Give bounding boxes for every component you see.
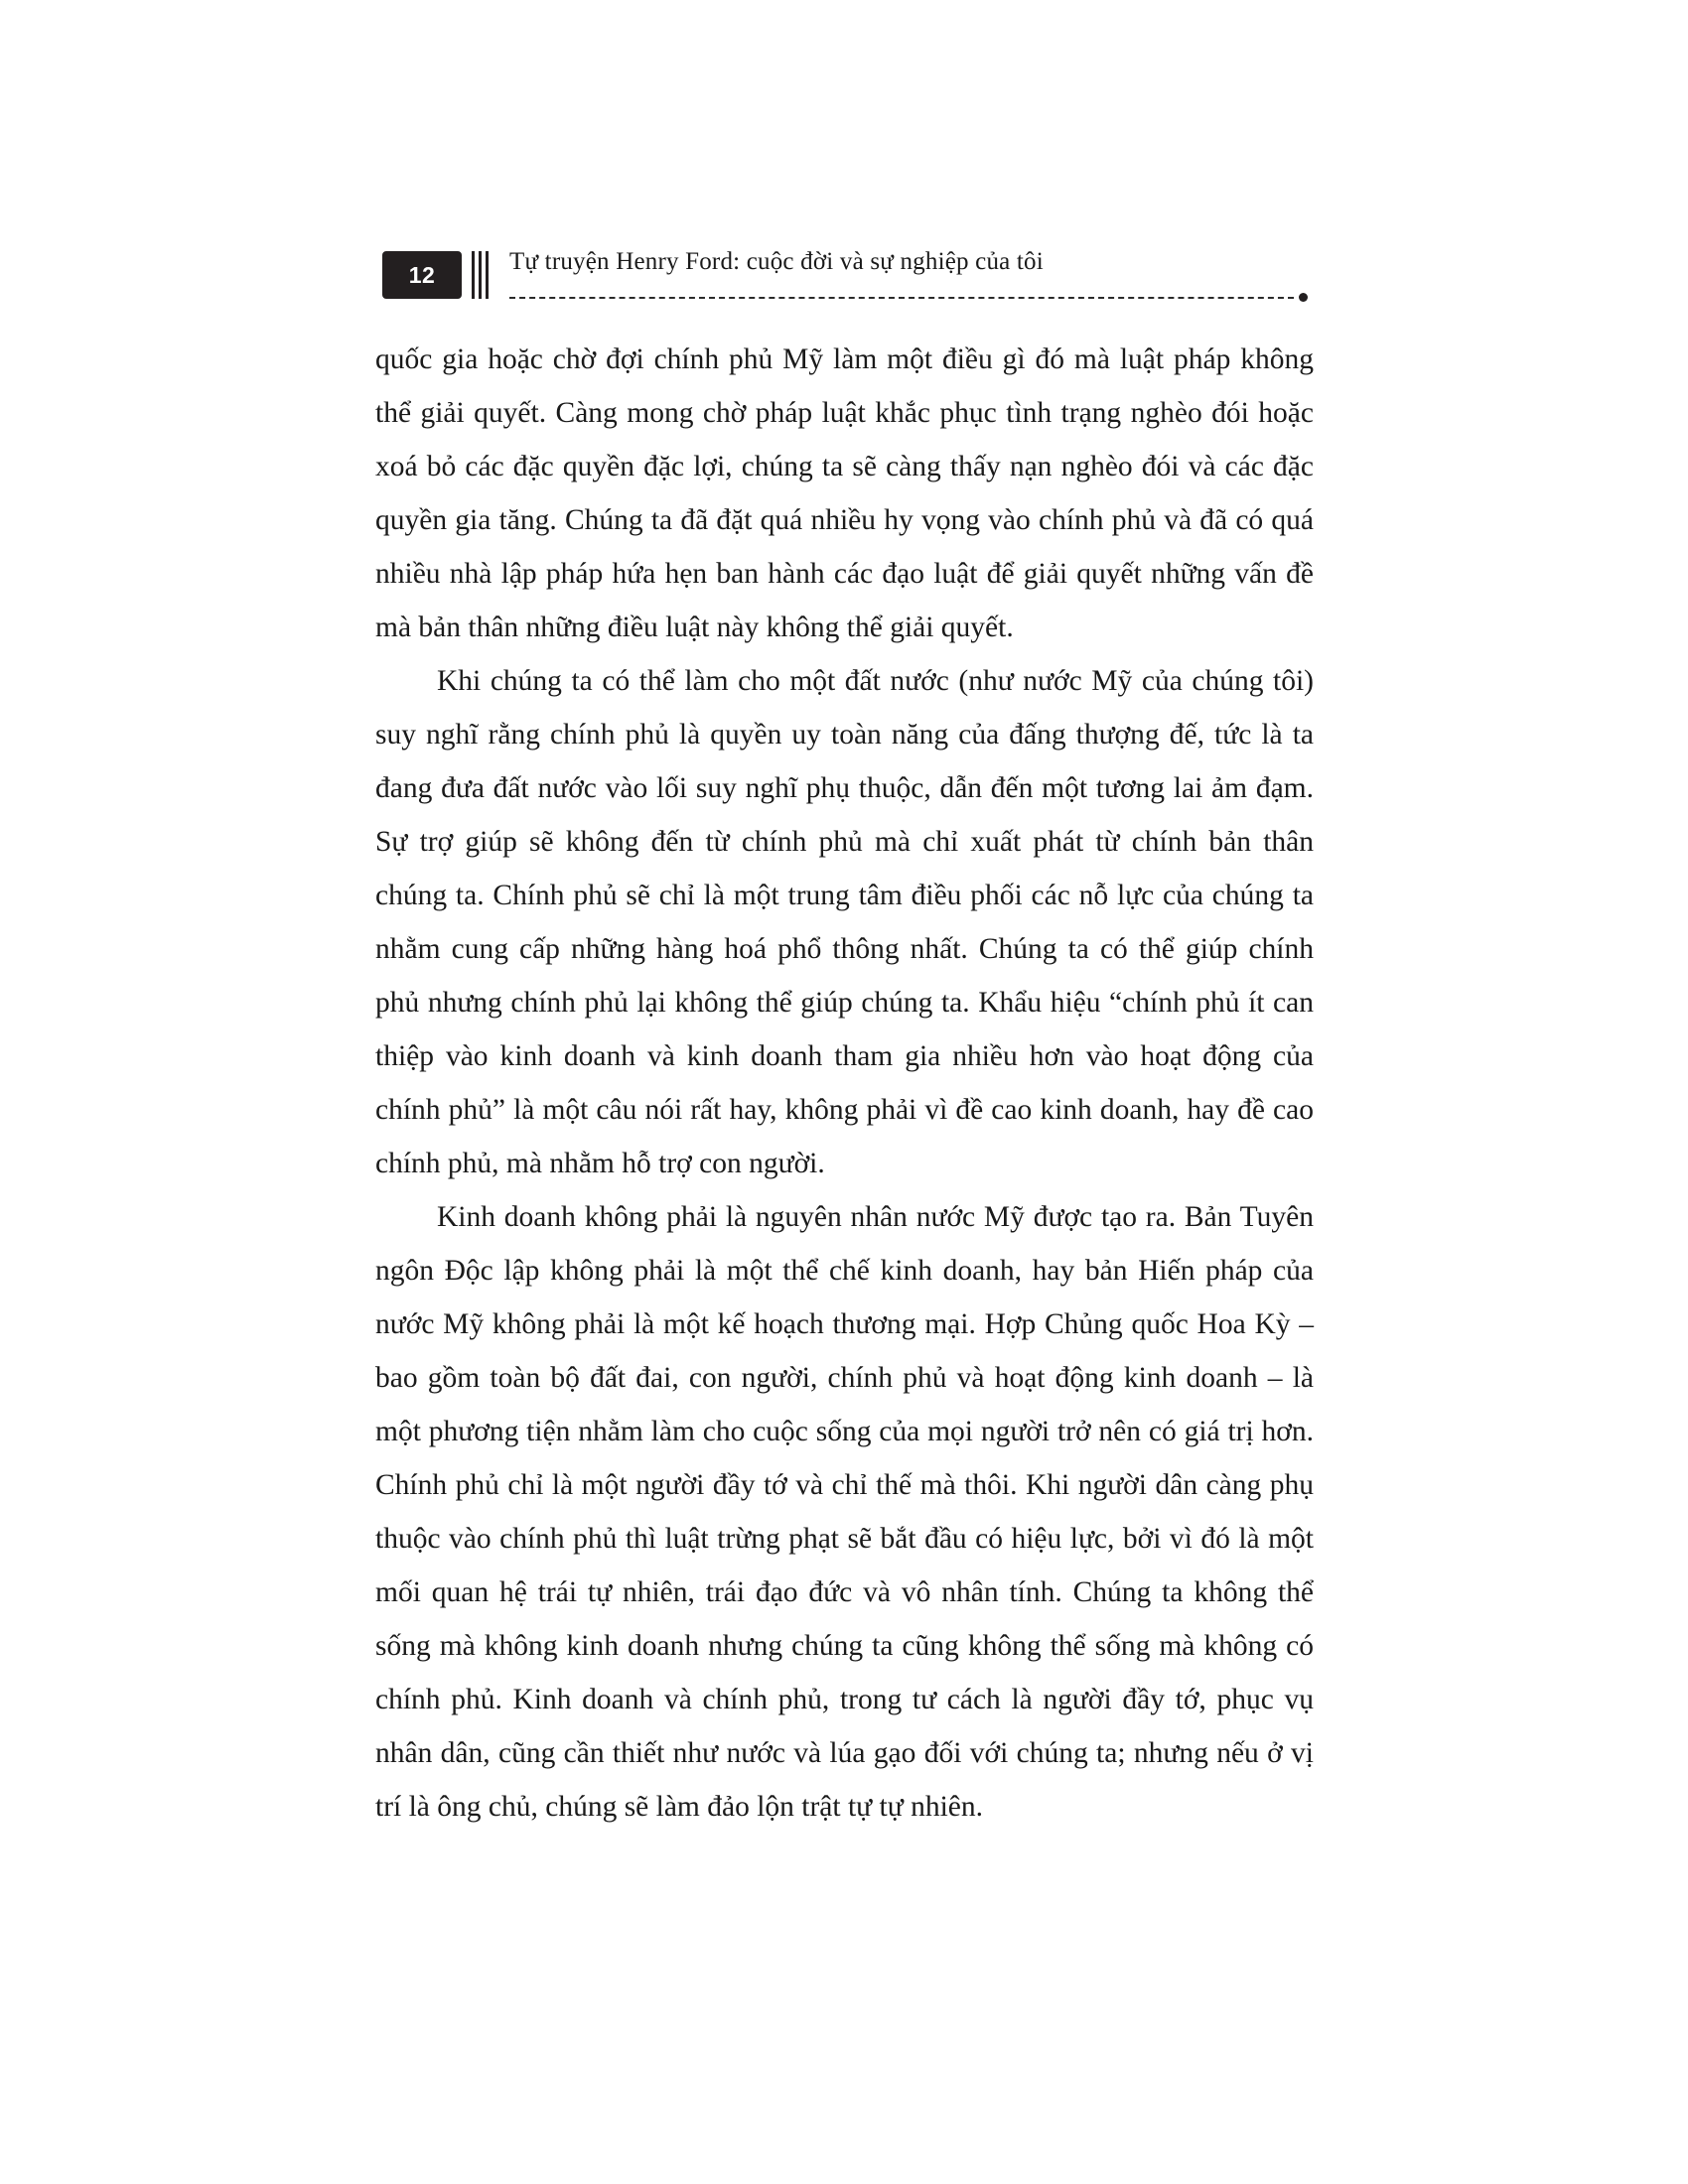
book-title: Tự truyện Henry Ford: cuộc đời và sự nghiệp của tôi [509,248,1044,275]
triple-bar-ornament-icon [472,251,497,299]
body-text-column [375,333,1314,1834]
paragraph: quốc gia hoặc chờ đợi chính phủ Mỹ làm một điều gì đó mà luật pháp không thể giải quyết. Càng mong chờ pháp luật khắc phục tình trạng nghèo đói hoặc xoá bỏ các đặc quyền đặc lợi, chúng ta sẽ càng thấy nạn nghèo đói và các đặc quyền gia tăng. Chúng ta đã đặt quá nhiều hy vọng vào chính phủ và đã có quá nhiều nhà lập pháp hứa hẹn ban hành các đạo luật để giải quyết những vấn đề mà bản thân những điều luật này không thể giải quyết. [375,343,1314,643]
header-dashed-rule [509,297,1294,301]
header-end-dot-icon [1299,293,1308,302]
paragraph: Kinh doanh không phải là nguyên nhân nước Mỹ được tạo ra. Bản Tuyên ngôn Độc lập không phải là một thể chế kinh doanh, hay bản Hiến pháp của nước Mỹ không phải là một kế hoạch thương mại. Hợp Chủng quốc Hoa Kỳ – bao gồm toàn bộ đất đai, con người, chính phủ và hoạt động kinh doanh – là một phương tiện nhằm làm cho cuộc sống của mọi người trở nên có giá trị hơn. Chính phủ chỉ là một người đầy tớ và chỉ thế mà thôi. Khi người dân càng phụ thuộc vào chính phủ thì luật trừng phạt sẽ bắt đầu có hiệu lực, bởi vì đó là một mối quan hệ trái tự nhiên, trái đạo đức và vô nhân tính. Chúng ta không thể sống mà không kinh doanh nhưng chúng ta cũng không thể sống mà không có chính phủ. Kinh doanh và chính phủ, trong tư cách là người đầy tớ, phục vụ nhân dân, cũng cần thiết như nước và lúa gạo đối với chúng ta; nhưng nếu ở vị trí là ông chủ, chúng sẽ làm đảo lộn trật tự tự nhiên. [375,1201,1314,1823]
page-number: 12 [408,261,436,288]
running-head [382,243,1316,313]
page-number-badge [382,251,462,299]
paragraph: Khi chúng ta có thể làm cho một đất nước (như nước Mỹ của chúng tôi) suy nghĩ rằng chính phủ là quyền uy toàn năng của đấng thượng đế, tức là ta đang đưa đất nước vào lối suy nghĩ phụ thuộc, dẫn đến một tương lai ảm đạm. Sự trợ giúp sẽ không đến từ chính phủ mà chỉ xuất phát từ chính bản thân chúng ta. Chính phủ sẽ chỉ là một trung tâm điều phối các nỗ lực của chúng ta nhằm cung cấp những hàng hoá phổ thông nhất. Chúng ta có thể giúp chính phủ nhưng chính phủ lại không thể giúp chúng ta. Khẩu hiệu “chính phủ ít can thiệp vào kinh doanh và kinh doanh tham gia nhiều hơn vào hoạt động của chính phủ” là một câu nói rất hay, không phải vì đề cao kinh doanh, hay đề cao chính phủ, mà nhằm hỗ trợ con người. [375,665,1314,1179]
